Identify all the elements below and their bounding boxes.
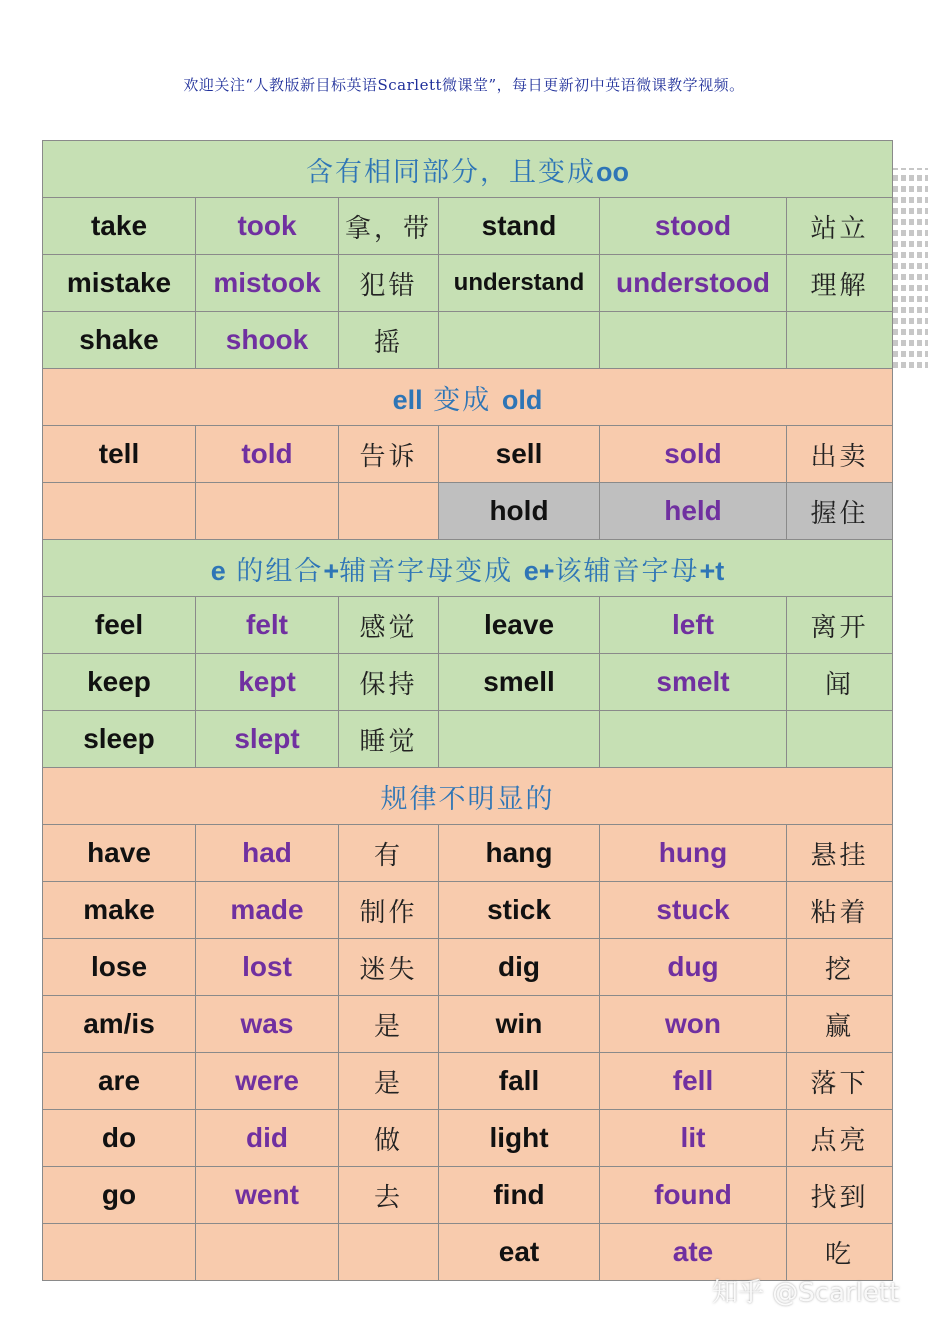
past-form: fell — [600, 1053, 787, 1110]
table-row — [43, 198, 893, 255]
chinese-meaning: 犯错 — [339, 255, 439, 312]
past-form: shook — [196, 312, 339, 369]
past-form: kept — [196, 654, 339, 711]
past-form — [196, 1224, 339, 1281]
section-header: ell 变成 old — [43, 369, 893, 426]
chinese-meaning: 迷失 — [339, 939, 439, 996]
past-form: held — [600, 483, 787, 540]
past-form — [600, 312, 787, 369]
zhihu-watermark: 知乎 @Scarlett — [712, 1278, 900, 1308]
past-form: ate — [600, 1224, 787, 1281]
base-verb: have — [43, 825, 196, 882]
base-verb: understand — [439, 255, 600, 312]
base-verb: smell — [439, 654, 600, 711]
past-form: sold — [600, 426, 787, 483]
base-verb: go — [43, 1167, 196, 1224]
header-note: 欢迎关注“人教版新目标英语Scarlett微课堂”，每日更新初中英语微课教学视频。 — [183, 76, 745, 94]
past-form: stood — [600, 198, 787, 255]
table-row — [43, 597, 893, 654]
past-form: hung — [600, 825, 787, 882]
base-verb: sleep — [43, 711, 196, 768]
section-header: e 的组合+辅音字母变成 e+该辅音字母+t — [43, 540, 893, 597]
base-verb: sell — [439, 426, 600, 483]
base-verb — [43, 1224, 196, 1281]
chinese-meaning — [339, 1224, 439, 1281]
table-row — [43, 1110, 893, 1167]
table-row — [43, 426, 893, 483]
chinese-meaning — [787, 711, 893, 768]
base-verb: hold — [439, 483, 600, 540]
base-verb: win — [439, 996, 600, 1053]
chinese-meaning: 离开 — [787, 597, 893, 654]
chinese-meaning: 理解 — [787, 255, 893, 312]
past-form: slept — [196, 711, 339, 768]
table-row — [43, 825, 893, 882]
chinese-meaning: 找到 — [787, 1167, 893, 1224]
section-header: 含有相同部分，且变成oo — [43, 141, 893, 198]
chinese-meaning: 挖 — [787, 939, 893, 996]
chinese-meaning: 制作 — [339, 882, 439, 939]
chinese-meaning: 出卖 — [787, 426, 893, 483]
chinese-meaning: 悬挂 — [787, 825, 893, 882]
chinese-meaning: 握住 — [787, 483, 893, 540]
base-verb: dig — [439, 939, 600, 996]
base-verb: make — [43, 882, 196, 939]
base-verb: eat — [439, 1224, 600, 1281]
past-form — [196, 483, 339, 540]
chinese-meaning: 吃 — [787, 1224, 893, 1281]
past-form: did — [196, 1110, 339, 1167]
past-form: left — [600, 597, 787, 654]
past-form: made — [196, 882, 339, 939]
past-form: understood — [600, 255, 787, 312]
chinese-meaning: 感觉 — [339, 597, 439, 654]
past-form: smelt — [600, 654, 787, 711]
base-verb: am/is — [43, 996, 196, 1053]
base-verb: stand — [439, 198, 600, 255]
past-form: felt — [196, 597, 339, 654]
chinese-meaning: 拿，带 — [339, 198, 439, 255]
past-form: won — [600, 996, 787, 1053]
chinese-meaning: 做 — [339, 1110, 439, 1167]
table-row — [43, 1167, 893, 1224]
past-form: went — [196, 1167, 339, 1224]
table-row — [43, 312, 893, 369]
table-row — [43, 1053, 893, 1110]
past-form: took — [196, 198, 339, 255]
past-form: told — [196, 426, 339, 483]
chinese-meaning: 点亮 — [787, 1110, 893, 1167]
table-row — [43, 882, 893, 939]
base-verb — [439, 711, 600, 768]
base-verb: mistake — [43, 255, 196, 312]
past-form: stuck — [600, 882, 787, 939]
past-form: lit — [600, 1110, 787, 1167]
irregular-verbs-table — [42, 140, 893, 1281]
base-verb: leave — [439, 597, 600, 654]
base-verb: are — [43, 1053, 196, 1110]
chinese-meaning — [787, 312, 893, 369]
base-verb: shake — [43, 312, 196, 369]
table-row — [43, 711, 893, 768]
chinese-meaning: 是 — [339, 1053, 439, 1110]
base-verb: stick — [439, 882, 600, 939]
base-verb: keep — [43, 654, 196, 711]
chinese-meaning: 去 — [339, 1167, 439, 1224]
table-row — [43, 255, 893, 312]
table-row — [43, 939, 893, 996]
past-form: had — [196, 825, 339, 882]
chinese-meaning: 是 — [339, 996, 439, 1053]
base-verb — [439, 312, 600, 369]
chinese-meaning: 告诉 — [339, 426, 439, 483]
past-form: was — [196, 996, 339, 1053]
past-form: found — [600, 1167, 787, 1224]
section-header: 规律不明显的 — [43, 768, 893, 825]
past-form — [600, 711, 787, 768]
base-verb: light — [439, 1110, 600, 1167]
base-verb — [43, 483, 196, 540]
base-verb: do — [43, 1110, 196, 1167]
chinese-meaning: 有 — [339, 825, 439, 882]
chinese-meaning: 赢 — [787, 996, 893, 1053]
chinese-meaning: 保持 — [339, 654, 439, 711]
chinese-meaning: 站立 — [787, 198, 893, 255]
base-verb: tell — [43, 426, 196, 483]
past-form: lost — [196, 939, 339, 996]
base-verb: lose — [43, 939, 196, 996]
past-form: mistook — [196, 255, 339, 312]
past-form: dug — [600, 939, 787, 996]
chinese-meaning: 粘着 — [787, 882, 893, 939]
table-row — [43, 654, 893, 711]
past-form: were — [196, 1053, 339, 1110]
base-verb: take — [43, 198, 196, 255]
chinese-meaning: 睡觉 — [339, 711, 439, 768]
table-row — [43, 996, 893, 1053]
base-verb: feel — [43, 597, 196, 654]
table-row — [43, 483, 893, 540]
chinese-meaning: 落下 — [787, 1053, 893, 1110]
qr-code-fragment — [893, 168, 928, 368]
chinese-meaning: 摇 — [339, 312, 439, 369]
chinese-meaning: 闻 — [787, 654, 893, 711]
base-verb: fall — [439, 1053, 600, 1110]
chinese-meaning — [339, 483, 439, 540]
base-verb: hang — [439, 825, 600, 882]
base-verb: find — [439, 1167, 600, 1224]
